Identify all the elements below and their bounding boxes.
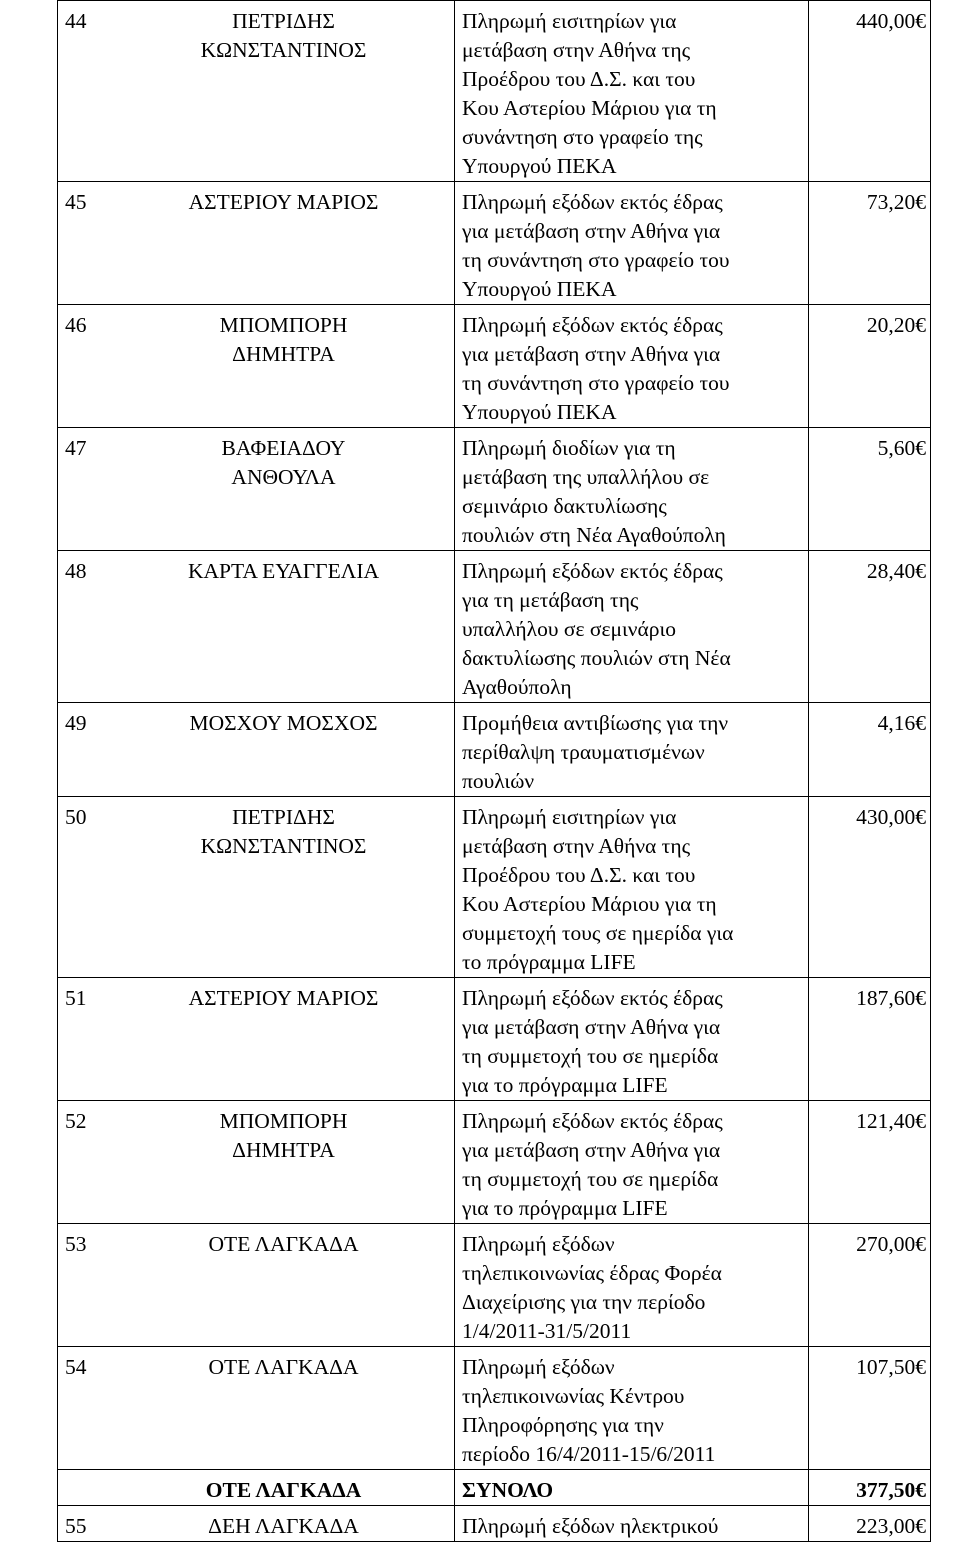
table-row — [58, 1224, 931, 1347]
description-line: συμμετοχή τους σε ημερίδα για — [462, 921, 734, 945]
description-line: για μετάβαση στην Αθήνα για — [462, 1015, 721, 1039]
description-line: σεμινάριο δακτυλίωσης — [462, 494, 667, 518]
payee-name-line: ΟΤΕ ΛΑΓΚΑΔΑ — [208, 1355, 359, 1379]
description-line: για τη μετάβαση της — [462, 588, 639, 612]
name-cell — [58, 797, 455, 978]
amount-cell: 430,00€ — [809, 797, 931, 978]
description-line: Προέδρου του Δ.Σ. και του — [462, 863, 696, 887]
description-line: τη συνάντηση στο γραφείο του — [462, 371, 730, 395]
description-cell — [455, 1224, 809, 1347]
total-name: ΟΤΕ ΛΑΓΚΑΔΑ — [205, 1478, 362, 1502]
row-number: 45 — [65, 190, 87, 214]
payee-name — [117, 311, 450, 369]
payee-name-line: ΑΝΘΟΥΛΑ — [231, 465, 336, 489]
description-line: για μετάβαση στην Αθήνα για — [462, 219, 721, 243]
description-line: Πληρωμή εξόδων εκτός έδρας — [462, 313, 723, 337]
description-line: τη συμμετοχή του σε ημερίδα — [462, 1167, 719, 1191]
table-row — [58, 797, 931, 978]
row-number: 44 — [65, 9, 87, 33]
description-line: Πληρωμή εξόδων εκτός έδρας — [462, 190, 723, 214]
description-line: Πληρωμή εξόδων εκτός έδρας — [462, 559, 723, 583]
payee-name — [117, 1353, 450, 1382]
description-line: μετάβαση στην Αθήνα της — [462, 834, 691, 858]
payee-name — [117, 709, 450, 738]
amount-cell: 121,40€ — [809, 1101, 931, 1224]
description-cell — [455, 978, 809, 1101]
description-line: Προμήθεια αντιβίωσης για την — [462, 711, 729, 735]
payee-name-line: ΟΤΕ ΛΑΓΚΑΔΑ — [208, 1232, 359, 1256]
description-line: Διαχείρισης για την περίοδο — [462, 1290, 706, 1314]
description-line: πουλιών — [462, 769, 535, 793]
description-line: Προέδρου του Δ.Σ. και του — [462, 67, 696, 91]
table-row — [58, 551, 931, 703]
amount-cell: 28,40€ — [809, 551, 931, 703]
row-number: 51 — [65, 986, 87, 1010]
payee-name-line: ΜΟΣΧΟΥ ΜΟΣΧΟΣ — [189, 711, 378, 735]
name-cell — [58, 551, 455, 703]
name-cell — [58, 1506, 455, 1542]
description-line: για το πρόγραμμα LIFE — [462, 1196, 668, 1220]
description-cell — [455, 797, 809, 978]
name-cell — [58, 305, 455, 428]
description-cell — [455, 1101, 809, 1224]
description-line: συνάντηση στο γραφείο της — [462, 125, 703, 149]
description-line: για το πρόγραμμα LIFE — [462, 1073, 668, 1097]
description-line: υπαλλήλου σε σεμινάριο — [462, 617, 677, 641]
payee-name — [117, 1230, 450, 1259]
description-line: για μετάβαση στην Αθήνα για — [462, 1138, 721, 1162]
total-label-cell: ΣΥΝΟΛΟ — [455, 1470, 809, 1506]
payee-name-line: ΚΩΝΣΤΑΝΤΙΝΟΣ — [200, 834, 367, 858]
description-cell — [455, 305, 809, 428]
payee-name — [117, 7, 450, 65]
row-number: 47 — [65, 436, 87, 460]
name-cell — [58, 978, 455, 1101]
description-line: Κου Αστερίου Μάριου για τη — [462, 96, 717, 120]
name-cell — [58, 1, 455, 182]
description-line: Πληρωμή διοδίων για τη — [462, 436, 676, 460]
row-number: 53 — [65, 1232, 87, 1256]
description-line: Κου Αστερίου Μάριου για τη — [462, 892, 717, 916]
total-row — [58, 1470, 931, 1506]
description-line: τηλεπικοινωνίας Κέντρου — [462, 1384, 685, 1408]
description-cell: Πληρωμή εξόδων ηλεκτρικού — [455, 1506, 809, 1542]
name-cell — [58, 703, 455, 797]
description-line: Πληρωμή εξόδων — [462, 1355, 615, 1379]
amount-cell: 270,00€ — [809, 1224, 931, 1347]
payee-name-line: ΔΗΜΗΤΡΑ — [232, 1138, 335, 1162]
table-row — [58, 182, 931, 305]
description-line: Πληροφόρησης για την — [462, 1413, 664, 1437]
description-line: δακτυλίωσης πουλιών στη Νέα — [462, 646, 731, 670]
description-cell — [455, 182, 809, 305]
payee-name-line: ΠΕΤΡΙΔΗΣ — [232, 9, 335, 33]
description-line: τη συμμετοχή του σε ημερίδα — [462, 1044, 719, 1068]
description-cell — [455, 551, 809, 703]
description-line: τηλεπικοινωνίας έδρας Φορέα — [462, 1261, 722, 1285]
payee-name — [117, 803, 450, 861]
row-number: 52 — [65, 1109, 87, 1133]
payee-name-line: ΜΠΟΜΠΟΡΗ — [219, 1109, 348, 1133]
name-cell — [58, 428, 455, 551]
description-cell — [455, 1347, 809, 1470]
table-row — [58, 703, 931, 797]
description-line: για μετάβαση στην Αθήνα για — [462, 342, 721, 366]
table-row — [58, 428, 931, 551]
payee-name — [117, 984, 450, 1013]
description-line: Πληρωμή εξόδων εκτός έδρας — [462, 986, 723, 1010]
row-number: 54 — [65, 1355, 87, 1379]
payee-name — [117, 188, 450, 217]
description-line: Υπουργού ΠΕΚΑ — [462, 400, 617, 424]
name-cell — [58, 182, 455, 305]
description-cell — [455, 703, 809, 797]
table-row — [58, 1506, 931, 1542]
row-number: 50 — [65, 805, 87, 829]
description-line: Πληρωμή εισιτηρίων για — [462, 9, 677, 33]
row-number: 49 — [65, 711, 87, 735]
description-line: το πρόγραμμα LIFE — [462, 950, 636, 974]
name-cell — [58, 1347, 455, 1470]
description-line: περίοδο 16/4/2011-15/6/2011 — [462, 1442, 716, 1466]
payee-name-line: ΠΕΤΡΙΔΗΣ — [232, 805, 335, 829]
amount-cell: 20,20€ — [809, 305, 931, 428]
amount-cell: 223,00€ — [809, 1506, 931, 1542]
description-line: Αγαθούπολη — [462, 675, 572, 699]
table-row — [58, 1347, 931, 1470]
description-line: μετάβαση στην Αθήνα της — [462, 38, 691, 62]
payee-name — [117, 434, 450, 492]
payee-name-line: ΔΗΜΗΤΡΑ — [232, 342, 335, 366]
row-number: 48 — [65, 559, 87, 583]
table-row — [58, 305, 931, 428]
total-amount: 377,50€ — [809, 1470, 931, 1506]
payee-name — [117, 557, 450, 586]
payee-name: ΔΕΗ ΛΑΓΚΑΔΑ — [208, 1514, 359, 1538]
description-line: Πληρωμή εξόδων — [462, 1232, 615, 1256]
amount-cell: 73,20€ — [809, 182, 931, 305]
row-number: 46 — [65, 313, 87, 337]
description-line: περίθαλψη τραυματισμένων — [462, 740, 705, 764]
description-line: Πληρωμή εισιτηρίων για — [462, 805, 677, 829]
amount-cell: 4,16€ — [809, 703, 931, 797]
description-cell — [455, 1, 809, 182]
total-name-cell — [58, 1470, 455, 1506]
payee-name-line: ΑΣΤΕΡΙΟΥ ΜΑΡΙΟΣ — [188, 190, 379, 214]
payee-name-line: ΜΠΟΜΠΟΡΗ — [219, 313, 348, 337]
description-line: Πληρωμή εξόδων εκτός έδρας — [462, 1109, 723, 1133]
name-cell — [58, 1224, 455, 1347]
amount-cell: 440,00€ — [809, 1, 931, 182]
description-line: τη συνάντηση στο γραφείο του — [462, 248, 730, 272]
description-cell — [455, 428, 809, 551]
row-number: 55 — [65, 1514, 87, 1538]
payee-name — [117, 1107, 450, 1165]
description-line: Υπουργού ΠΕΚΑ — [462, 154, 617, 178]
table-row — [58, 1, 931, 182]
amount-cell: 5,60€ — [809, 428, 931, 551]
description-line: 1/4/2011-31/5/2011 — [462, 1319, 632, 1343]
payee-name-line: ΚΑΡΤΑ ΕΥΑΓΓΕΛΙΑ — [187, 559, 380, 583]
payments-table — [57, 0, 931, 1542]
payments-table-body — [58, 1, 931, 1542]
payee-name-line: ΚΩΝΣΤΑΝΤΙΝΟΣ — [200, 38, 367, 62]
table-row — [58, 978, 931, 1101]
amount-cell: 187,60€ — [809, 978, 931, 1101]
description-line: Υπουργού ΠΕΚΑ — [462, 277, 617, 301]
payee-name-line: ΒΑΦΕΙΑΔΟΥ — [221, 436, 346, 460]
table-row — [58, 1101, 931, 1224]
description-line: μετάβαση της υπαλλήλου σε — [462, 465, 710, 489]
name-cell — [58, 1101, 455, 1224]
description-line: πουλιών στη Νέα Αγαθούπολη — [462, 523, 726, 547]
payee-name-line: ΑΣΤΕΡΙΟΥ ΜΑΡΙΟΣ — [188, 986, 379, 1010]
amount-cell: 107,50€ — [809, 1347, 931, 1470]
